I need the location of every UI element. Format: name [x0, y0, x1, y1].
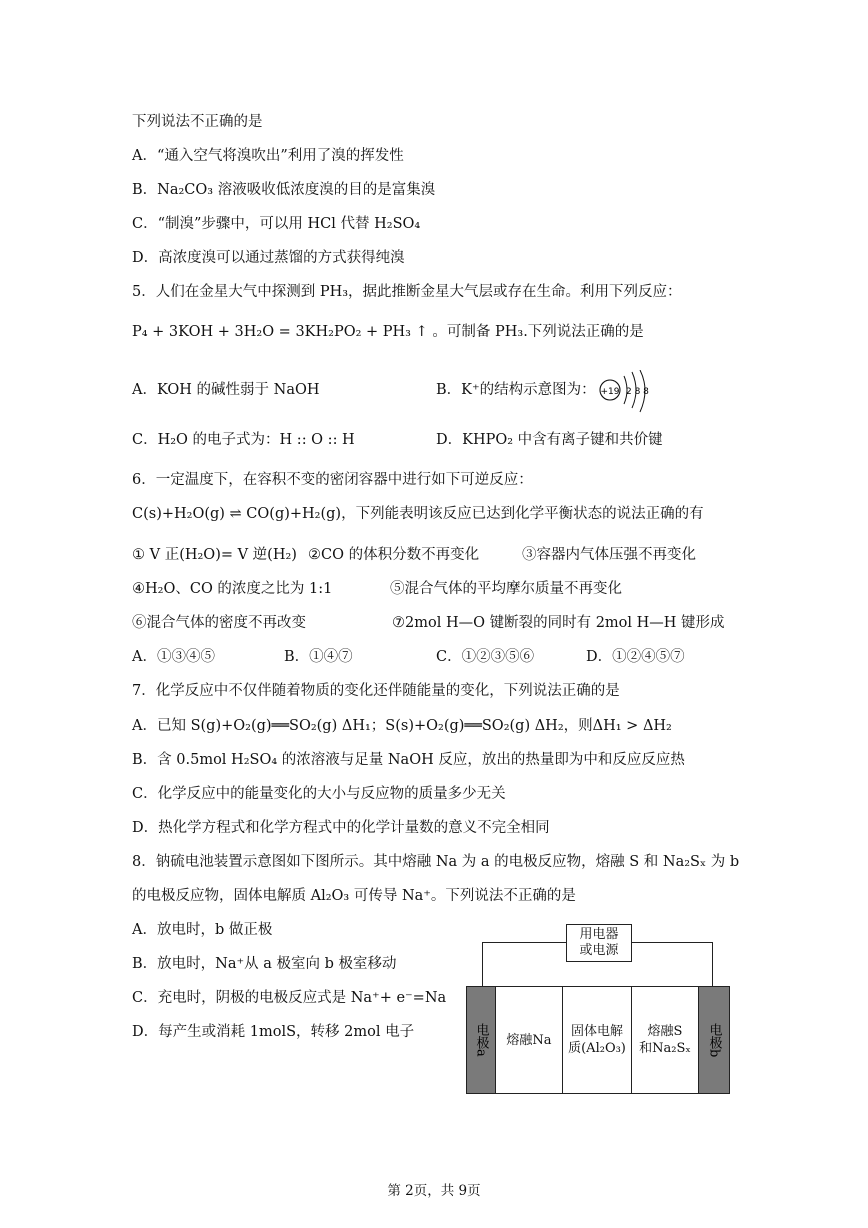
q6-option-a: A．①③④⑤ [132, 649, 215, 665]
q6-statement-7: ⑦2mol H—O 键断裂的同时有 2mol H—H 键形成 [392, 615, 725, 631]
q7-option-c: C．化学反应中的能量变化的大小与反应物的质量多少无关 [132, 786, 506, 802]
q5-option-b: B．K⁺的结构示意图为： [436, 382, 596, 398]
molten-s-label-line2: 和Na₂Sₓ [639, 1041, 691, 1056]
q6-option-c: C．①②③⑤⑥ [436, 649, 535, 665]
q4-option-a: A．“通入空气将溴吹出”利用了溴的挥发性 [132, 148, 404, 164]
intro-text: 下列说法不正确的是 [132, 114, 263, 130]
electrode-a [467, 987, 496, 1093]
electrode-a-label: 电极a [473, 1023, 489, 1057]
device-box [566, 924, 632, 962]
q8-option-a: A．放电时，b 做正极 [132, 922, 273, 938]
q7-stem: 7．化学反应中不仅伴随着物质的变化还伴随能量的变化，下列说法正确的是 [132, 683, 620, 699]
q7-option-b: B．含 0.5mol H₂SO₄ 的浓溶液与足量 NaOH 反应，放出的热量即为中和反应反应热 [132, 752, 685, 768]
q8-option-c: C．充电时，阴极的电极反应式是 Na⁺+ e⁻=Na [132, 990, 447, 1006]
q6-option-b: B．①④⑦ [284, 649, 353, 665]
q6-statement-6: ⑥混合气体的密度不再改变 [132, 615, 306, 631]
q8-option-b: B．放电时，Na⁺从 a 极室向 b 极室移动 [132, 956, 397, 972]
electrode-b [699, 987, 729, 1093]
q6-statement-3: ③容器内气体压强不再变化 [522, 547, 696, 563]
q6-equation: C(s)+H₂O(g) ⇌ CO(g)+H₂(g)，下列能表明该反应已达到化学平衡状态的说法正确的有 [132, 506, 704, 522]
q5-option-a: A．KOH 的碱性弱于 NaOH [132, 382, 320, 398]
q6-statement-5: ⑤混合气体的平均摩尔质量不再变化 [390, 581, 622, 597]
electrolyte-label-line1: 固体电解 [570, 1024, 623, 1039]
molten-s-chamber [632, 987, 699, 1093]
q5-stem: 5．人们在金星大气中探测到 PH₃，据此推断金星大气层或存在生命。利用下列反应： [132, 284, 682, 300]
q8-option-d: D．每产生或消耗 1molS，转移 2mol 电子 [132, 1024, 415, 1040]
wire-left-down [482, 942, 483, 986]
q6-statement-1: ① V 正(H₂O)= V 逆(H₂) [132, 547, 297, 563]
q6-stem: 6．一定温度下，在容积不变的密闭容器中进行如下可逆反应： [132, 472, 533, 488]
q5-equation: P₄ + 3KOH + 3H₂O = 3KH₂PO₂ + PH₃ ↑ 。可制备 PH₃.下列说法正确的是 [132, 324, 644, 340]
q4-option-c: C．“制溴”步骤中，可以用 HCl 代替 H₂SO₄ [132, 216, 421, 232]
page-footer: 第 2页，共 9页 [387, 1183, 481, 1199]
sodium-sulfur-battery-diagram [466, 924, 730, 1096]
wire-left-top [482, 942, 566, 943]
k-ion-shells: 2 8 8 [626, 387, 649, 397]
k-ion-structure-diagram [598, 370, 658, 414]
k-ion-nucleus: +19 [600, 387, 620, 397]
q8-stem-line1: 8．钠硫电池装置示意图如下图所示。其中熔融 Na 为 a 的电极反应物，熔融 S 和 Na₂Sₓ 为 b [132, 854, 740, 870]
molten-na-chamber [496, 987, 563, 1093]
q7-option-a: A．已知 S(g)+O₂(g)══SO₂(g) ΔH₁；S(s)+O₂(g)══SO₂(g) ΔH₂，则ΔH₁ > ΔH₂ [132, 718, 672, 734]
molten-na-label: 熔融Na [506, 1032, 552, 1048]
q5-option-c: C．H₂O 的电子式为：H :: O :: H [132, 432, 355, 448]
wire-right-down [712, 942, 713, 986]
molten-s-label-line1: 熔融S [647, 1024, 683, 1039]
q7-option-d: D．热化学方程式和化学方程式中的化学计量数的意义不完全相同 [132, 820, 550, 836]
q4-option-b: B．Na₂CO₃ 溶液吸收低浓度溴的目的是富集溴 [132, 182, 436, 198]
q6-option-d: D．①②④⑤⑦ [586, 649, 685, 665]
device-label-line2: 或电源 [579, 943, 619, 958]
battery-cell [466, 986, 730, 1094]
electrode-b-label: 电极b [706, 1022, 722, 1058]
solid-electrolyte [563, 987, 632, 1093]
q5-option-d: D．KHPO₂ 中含有离子键和共价键 [436, 432, 663, 448]
q4-option-d: D．高浓度溴可以通过蒸馏的方式获得纯溴 [132, 250, 405, 266]
wire-right-top [631, 942, 713, 943]
q8-stem-line2: 的电极反应物，固体电解质 Al₂O₃ 可传导 Na⁺。下列说法不正确的是 [132, 888, 576, 904]
electrolyte-label-line2: 质(Al₂O₃) [568, 1041, 626, 1056]
q6-statement-2: ②CO 的体积分数不再变化 [308, 547, 480, 563]
q6-statement-4: ④H₂O、CO 的浓度之比为 1:1 [132, 581, 333, 597]
device-label-line1: 用电器 [579, 927, 619, 942]
